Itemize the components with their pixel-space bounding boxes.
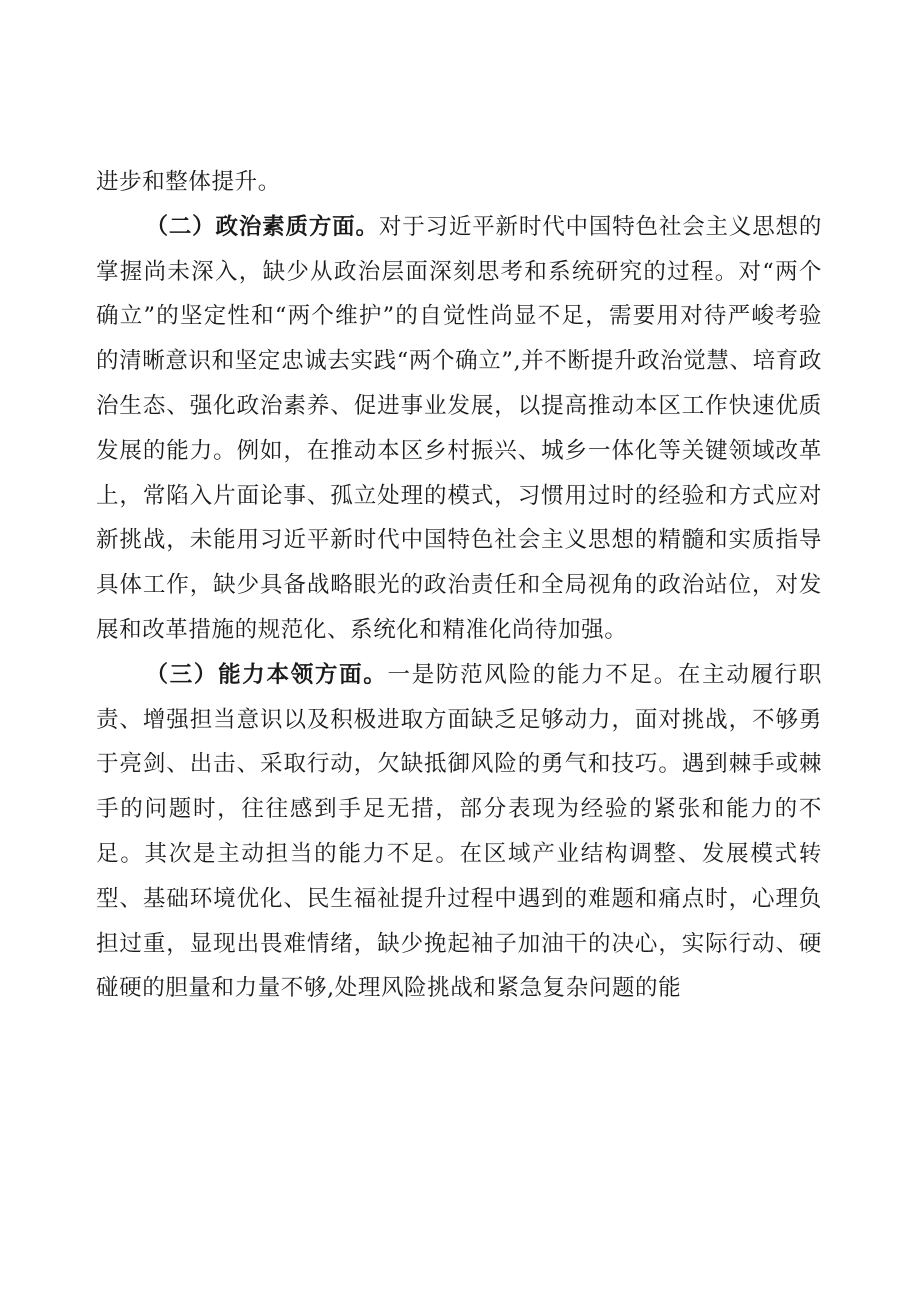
paragraph-political-quality (96, 205, 822, 653)
paragraph-ability-skills (96, 653, 822, 1011)
paragraph-text: 一是防范风险的能力不足。在主动履行职责、增强担当意识以及积极进取方面缺乏足够动力，面对挑战，不够勇于亮剑、出击、采取行动，欠缺抵御风险的勇气和技巧。遇到棘手或棘手的问题时，往往感到手足无措，部分表现为经验的紧张和能力的不足。其次是主动担当的能力不足。在区域产业结构调整、发展模式转型、基础环境优化、民生福祉提升过程中遇到的难题和痛点时，心理负担过重，显现出畏难情绪，缺少挽起袖子加油干的决心，实际行动、硬碰硬的胆量和力量不够,处理风险挑战和紧急复杂问题的能 (96, 661, 822, 1002)
section-heading-ability-skills: （三）能力本领方面。 (145, 661, 388, 688)
paragraph-continuation (96, 160, 822, 205)
section-heading-political-quality: （二）政治素质方面。 (145, 213, 379, 240)
paragraph-text: 对于习近平新时代中国特色社会主义思想的掌握尚未深入，缺少从政治层面深刻思考和系统研究的过程。对“两个确立”的坚定性和“两个维护”的自觉性尚显不足，需要用对待严峻考验的清晰意识和坚定忠诚去实践“两个确立”,并不断提升政治觉慧、培育政治生态、强化政治素养、促进事业发展，以提高推动本区工作快速优质发展的能力。例如，在推动本区乡村振兴、城乡一体化等关键领域改革上，常陷入片面论事、孤立处理的模式，习惯用过时的经验和方式应对新挑战，未能用习近平新时代中国特色社会主义思想的精髓和实质指导具体工作，缺少具备战略眼光的政治责任和全局视角的政治站位，对发展和改革措施的规范化、系统化和精准化尚待加强。 (96, 213, 822, 643)
document-body (96, 160, 822, 1011)
paragraph-text: 进步和整体提升。 (96, 169, 281, 195)
